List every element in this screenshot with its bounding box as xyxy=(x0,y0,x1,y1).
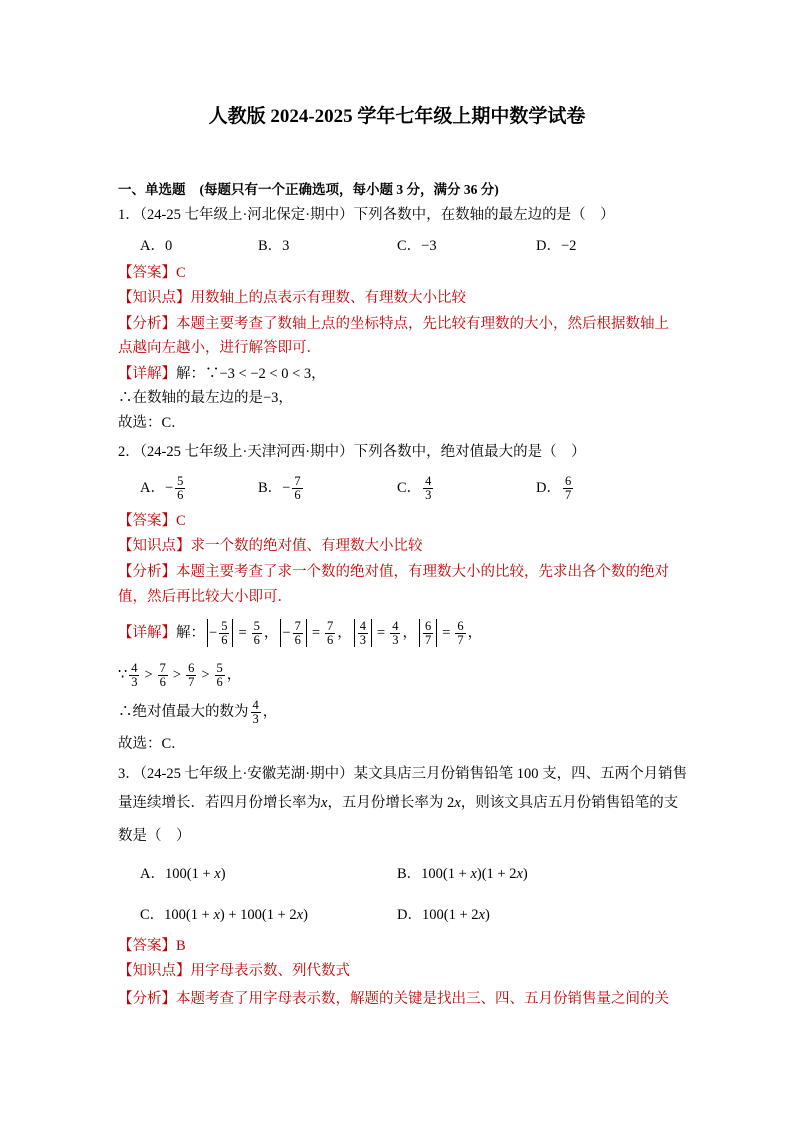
numerator: 5 xyxy=(221,618,228,633)
comma: ， xyxy=(226,667,242,683)
denominator: 3 xyxy=(425,487,432,502)
numerator: 4 xyxy=(252,697,259,712)
comma: ， xyxy=(337,625,352,641)
comma: ， xyxy=(263,625,279,641)
comma: ， xyxy=(467,625,483,641)
option-letter: D． xyxy=(536,480,561,496)
q1-knowledge: 用数轴上的点表示有理数、有理数大小比较 xyxy=(190,290,466,306)
q3-answer: B xyxy=(176,938,186,954)
q2-analysis-line xyxy=(118,562,669,582)
q1-detail-text: 解：∵−3 < −2 < 0 < 3， xyxy=(176,366,326,382)
knowledge-label: 【知识点】 xyxy=(118,290,191,306)
q3-option-d xyxy=(397,905,490,925)
numerator: 4 xyxy=(392,618,399,633)
absolute-value xyxy=(280,619,306,647)
fraction xyxy=(455,620,465,647)
analysis-label: 【分析】 xyxy=(118,316,176,332)
denominator: 6 xyxy=(327,632,334,647)
denominator: 6 xyxy=(294,632,301,647)
fraction xyxy=(423,475,433,502)
knowledge-label: 【知识点】 xyxy=(118,538,191,554)
answer-label: 【答案】 xyxy=(118,265,176,281)
fraction xyxy=(215,662,225,689)
option-letter: B． xyxy=(258,480,283,496)
denominator: 7 xyxy=(457,632,464,647)
option-expression: 100(1 + x)(1 + 2x) xyxy=(421,866,528,882)
q1-option-b: B．3 xyxy=(258,238,290,254)
analysis-label: 【分析】 xyxy=(118,564,176,580)
therefore-text: ∴绝对值最大的数为 xyxy=(118,704,249,720)
q1-therefore-line: ∴在数轴的最左边的是−3， xyxy=(118,390,293,406)
q3-option-a xyxy=(140,864,226,884)
numerator: 7 xyxy=(159,660,166,675)
fraction xyxy=(186,662,196,689)
absolute-value xyxy=(207,619,233,647)
q1-answer-line xyxy=(118,263,186,283)
q1-analysis-line xyxy=(118,314,669,334)
option-expression: 100(1 + 2x) xyxy=(421,907,490,923)
equals-sign: = xyxy=(442,625,451,641)
absolute-value xyxy=(419,619,437,647)
comma: ， xyxy=(402,625,417,641)
fraction xyxy=(563,475,573,502)
answer-label: 【答案】 xyxy=(118,513,176,529)
q1-knowledge-line xyxy=(118,288,466,308)
denominator: 7 xyxy=(564,487,572,502)
q1-option-d: D．−2 xyxy=(536,238,577,254)
q2-stem: 2．（24-25 七年级上·天津河西·期中）下列各数中，绝对值最大的是（ ） xyxy=(118,444,586,460)
equals-sign: = xyxy=(377,625,386,641)
fraction xyxy=(293,620,303,647)
numerator: 6 xyxy=(188,660,195,675)
q1-stem: 1．（24-25 七年级上·河北保定·期中）下列各数中，在数轴的最左边的是（ ） xyxy=(118,207,615,223)
q1-answer: C xyxy=(176,265,186,281)
because-symbol: ∵ xyxy=(118,667,128,683)
fraction xyxy=(423,620,433,647)
fraction xyxy=(252,620,262,647)
fraction xyxy=(219,620,229,647)
q3-analysis-line xyxy=(118,989,669,1009)
answer-label: 【答案】 xyxy=(118,938,176,954)
q3-option-c xyxy=(140,905,308,925)
greater-than: > xyxy=(144,667,153,683)
fraction xyxy=(358,620,368,647)
q3-stem-line-3: 数是（ ） xyxy=(118,828,191,844)
numerator: 4 xyxy=(359,618,366,633)
denominator: 6 xyxy=(294,487,301,502)
fraction xyxy=(390,620,400,647)
q3-option-b xyxy=(397,864,528,884)
option-expression: 100(1 + x) + 100(1 + 2x) xyxy=(164,907,308,923)
numerator: 4 xyxy=(131,660,138,675)
fraction xyxy=(158,662,168,689)
q1-choose-line: 故选：C． xyxy=(118,415,186,431)
page-title: 人教版 2024-2025 学年七年级上期中数学试卷 xyxy=(208,106,586,127)
greater-than: > xyxy=(201,667,210,683)
option-letter: A． xyxy=(140,480,165,496)
section-heading xyxy=(118,180,499,200)
fraction xyxy=(129,662,139,689)
minus-sign: − xyxy=(209,625,218,641)
fraction xyxy=(251,699,261,726)
q2-knowledge-line xyxy=(118,536,423,556)
denominator: 7 xyxy=(424,632,432,647)
q3-knowledge-line xyxy=(118,961,350,981)
denominator: 3 xyxy=(359,632,366,647)
q3-stem-line-1: 3．（24-25 七年级上·安徽芜湖·期中）某文具店三月份销售铅笔 100 支，四、五两个月销售 xyxy=(118,766,688,782)
q2-because-line xyxy=(118,659,241,691)
denominator: 6 xyxy=(216,674,223,689)
denominator: 7 xyxy=(188,674,195,689)
absolute-value xyxy=(354,619,372,647)
knowledge-label: 【知识点】 xyxy=(118,963,191,979)
q2-detail-line xyxy=(118,617,482,649)
q3-knowledge: 用字母表示数、列代数式 xyxy=(190,963,350,979)
numerator: 5 xyxy=(177,473,184,488)
q2-choose-line: 故选：C． xyxy=(118,736,186,752)
fraction xyxy=(292,475,302,502)
option-letter: C． xyxy=(397,480,422,496)
detail-lead: 解： xyxy=(176,625,205,641)
numerator: 7 xyxy=(294,473,301,488)
q2-answer: C xyxy=(176,513,186,529)
option-letter: D． xyxy=(397,907,422,923)
numerator: 7 xyxy=(327,618,334,633)
numerator: 6 xyxy=(424,618,432,633)
denominator: 6 xyxy=(221,632,228,647)
numerator: 7 xyxy=(294,618,301,633)
detail-label: 【详解】 xyxy=(118,625,176,641)
numerator: 6 xyxy=(457,618,464,633)
equals-sign: = xyxy=(311,625,320,641)
q2-option-d xyxy=(536,472,575,504)
denominator: 6 xyxy=(253,632,260,647)
q3-answer-line xyxy=(118,936,186,956)
denominator: 3 xyxy=(131,674,138,689)
denominator: 6 xyxy=(159,674,166,689)
section-note: (每题只有一个正确选项，每小题 3 分，满分 36 分) xyxy=(199,182,499,197)
q2-analysis-text: 本题主要考查了求一个数的绝对值，有理数大小的比较，先求出各个数的绝对 xyxy=(176,564,669,580)
q2-therefore-line xyxy=(118,696,277,728)
option-expression: 100(1 + x) xyxy=(164,866,226,882)
q2-knowledge: 求一个数的绝对值、有理数大小比较 xyxy=(190,538,423,554)
numerator: 4 xyxy=(425,473,432,488)
section-title: 一、单选题 xyxy=(118,182,186,197)
option-letter: A． xyxy=(140,866,165,882)
fraction xyxy=(325,620,335,647)
q1-analysis-text: 本题主要考查了数轴上点的坐标特点，先比较有理数的大小，然后根据数轴上 xyxy=(176,316,669,332)
numerator: 5 xyxy=(253,618,260,633)
minus-sign: − xyxy=(164,480,174,496)
q2-option-b xyxy=(258,472,305,504)
minus-sign: − xyxy=(282,480,291,496)
option-letter: B． xyxy=(397,866,422,882)
denominator: 3 xyxy=(392,632,399,647)
q2-answer-line xyxy=(118,511,186,531)
q1-option-a: A．0 xyxy=(140,238,173,254)
equals-sign: = xyxy=(238,625,247,641)
numerator: 6 xyxy=(564,473,572,488)
q3-stem-line-2: 量连续增长．若四月份增长率为 x ，五月份增长率为 2 x ，则该文具店五月份销售铅笔的支 xyxy=(118,795,679,811)
q1-detail-line xyxy=(118,364,326,384)
denominator: 6 xyxy=(177,487,184,502)
q3-analysis-text: 本题考查了用字母表示数，解题的关键是找出三、四、五月份销售量之间的关 xyxy=(176,991,669,1007)
q2-option-a xyxy=(140,472,187,504)
q1-option-c: C．−3 xyxy=(397,238,437,254)
minus-sign: − xyxy=(282,625,291,641)
q2-analysis-continued: 值，然后再比较大小即可． xyxy=(118,589,292,605)
fraction xyxy=(175,475,185,502)
denominator: 3 xyxy=(252,711,259,726)
analysis-label: 【分析】 xyxy=(118,991,176,1007)
numerator: 5 xyxy=(216,660,223,675)
detail-label: 【详解】 xyxy=(118,366,176,382)
greater-than: > xyxy=(172,667,182,683)
comma: ， xyxy=(262,704,278,720)
q2-option-c xyxy=(397,472,435,504)
q1-analysis-continued: 点越向左越小，进行解答即可． xyxy=(118,340,321,356)
option-letter: C． xyxy=(140,907,165,923)
